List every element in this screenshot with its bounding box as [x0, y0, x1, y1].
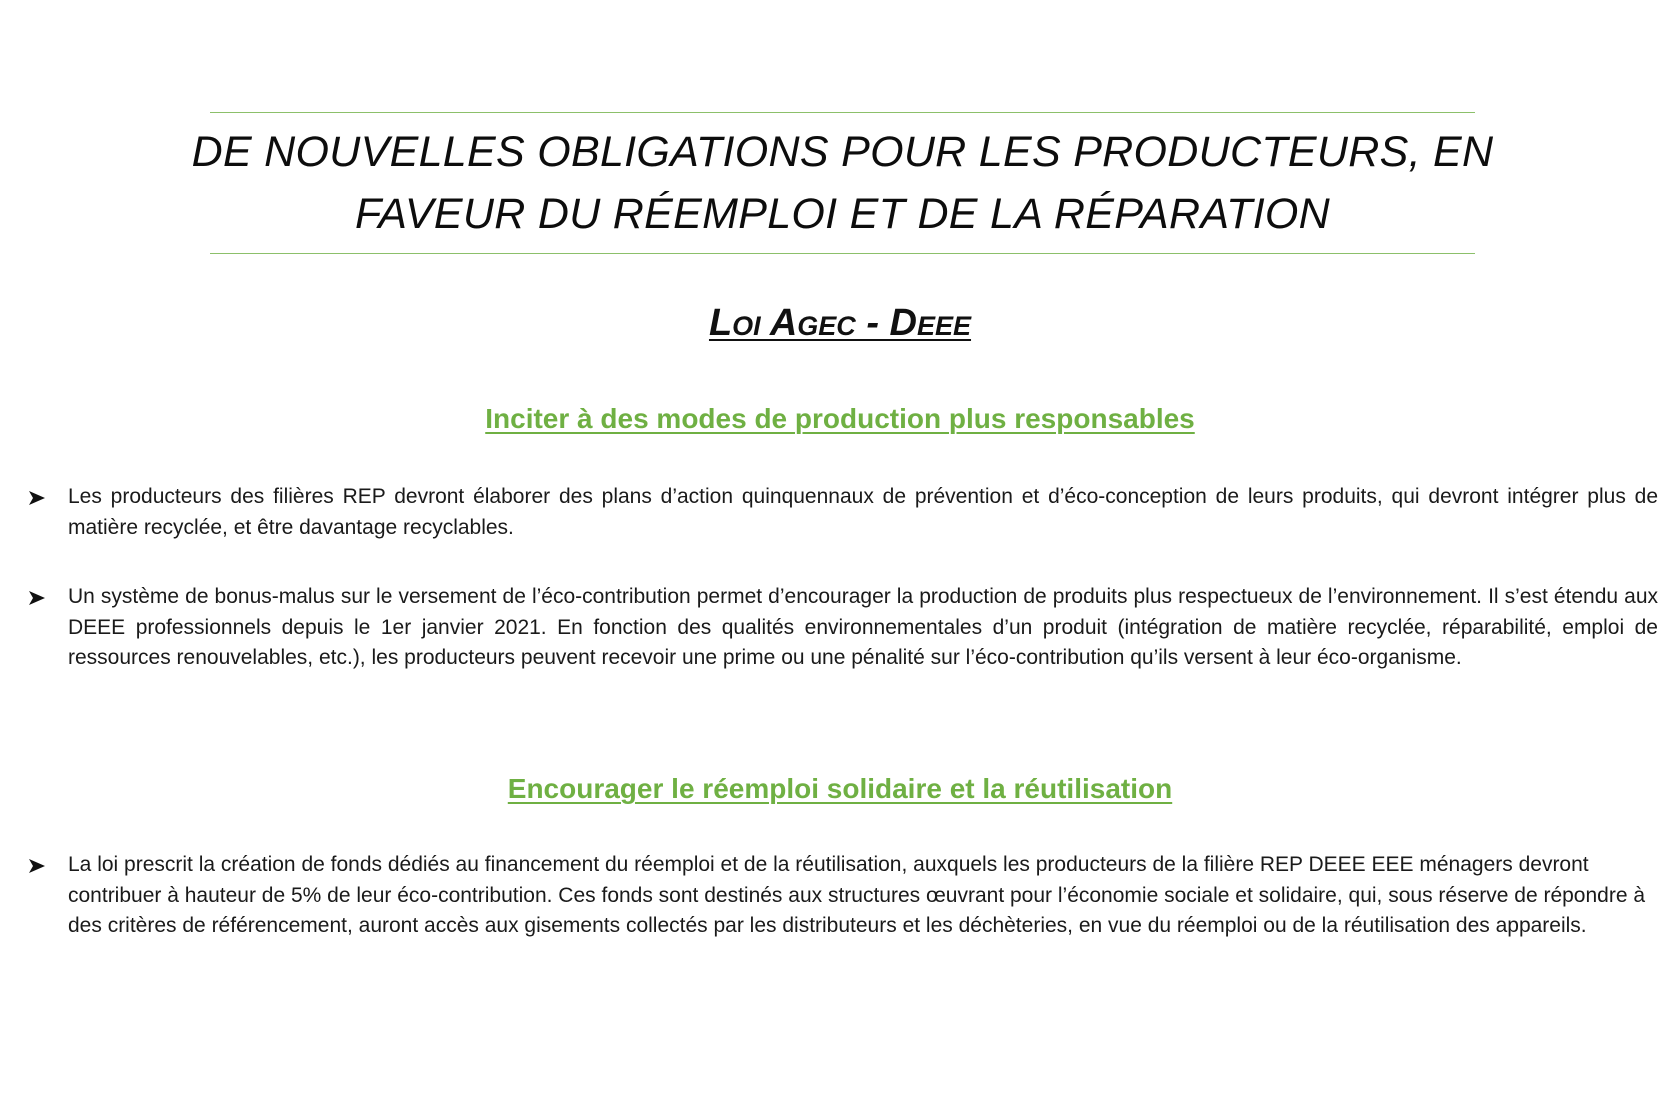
- subtitle: [0, 302, 1680, 345]
- section-heading-reemploi: Encourager le réemploi solidaire et la réutilisation: [507, 773, 1173, 804]
- page-title-line-2: FAVEUR DU RÉEMPLOI ET DE LA RÉPARATION: [354, 190, 1331, 238]
- bullet-text: La loi prescrit la création de fonds dédiés au financement du réemploi et de la réutilisation, auxquels les producteurs de la filière REP DEEE EEE ménagers devront contribuer à hauteur de 5% de leur éco-contribution. Ces fonds sont destinés aux structures œuvrant pour l’économie sociale et solidaire, qui, sous réserve de répondre à des critères de référencement, auront accès aux gisements collectés par les distributeurs et les déchèteries, en vue du réemploi ou de la réutilisation des appareils.: [68, 853, 1646, 937]
- page-title-line-1: DE NOUVELLES OBLIGATIONS POUR LES PRODUCTEURS, EN: [191, 128, 1494, 176]
- arrowhead-bullet-icon: [28, 582, 68, 674]
- bullet-text: Un système de bonus-malus sur le versement de l’éco-contribution permet d’encourager la production de produits plus respectueux de l’environnement. Il s’est étendu aux DEEE professionnels depuis le 1er janvier 2021. En fonction des qualités environnementales d’un produit (intégration de matière recyclée, réparabilité, emploi de ressources renouvelables, etc.), les producteurs peuvent recevoir une prime ou une pénalité sur l’éco-contribution qu’ils versent à leur éco-organisme.: [68, 585, 1658, 669]
- section-heading-production: Inciter à des modes de production plus responsables: [485, 403, 1195, 434]
- arrowhead-bullet-icon: [28, 850, 68, 942]
- list-item: [28, 850, 1658, 942]
- subtitle-text: Loi Agec - Deee: [708, 302, 972, 344]
- list-item: [28, 582, 1658, 674]
- title-block: [191, 112, 1494, 254]
- bullet-text: Les producteurs des filières REP devront élaborer des plans d’action quinquennaux de prévention et d’éco-conception de leurs produits, qui devront intégrer plus de matière recyclée, et être davantage recyclables.: [68, 485, 1658, 539]
- arrowhead-bullet-icon: [28, 482, 68, 543]
- list-item: [28, 482, 1658, 543]
